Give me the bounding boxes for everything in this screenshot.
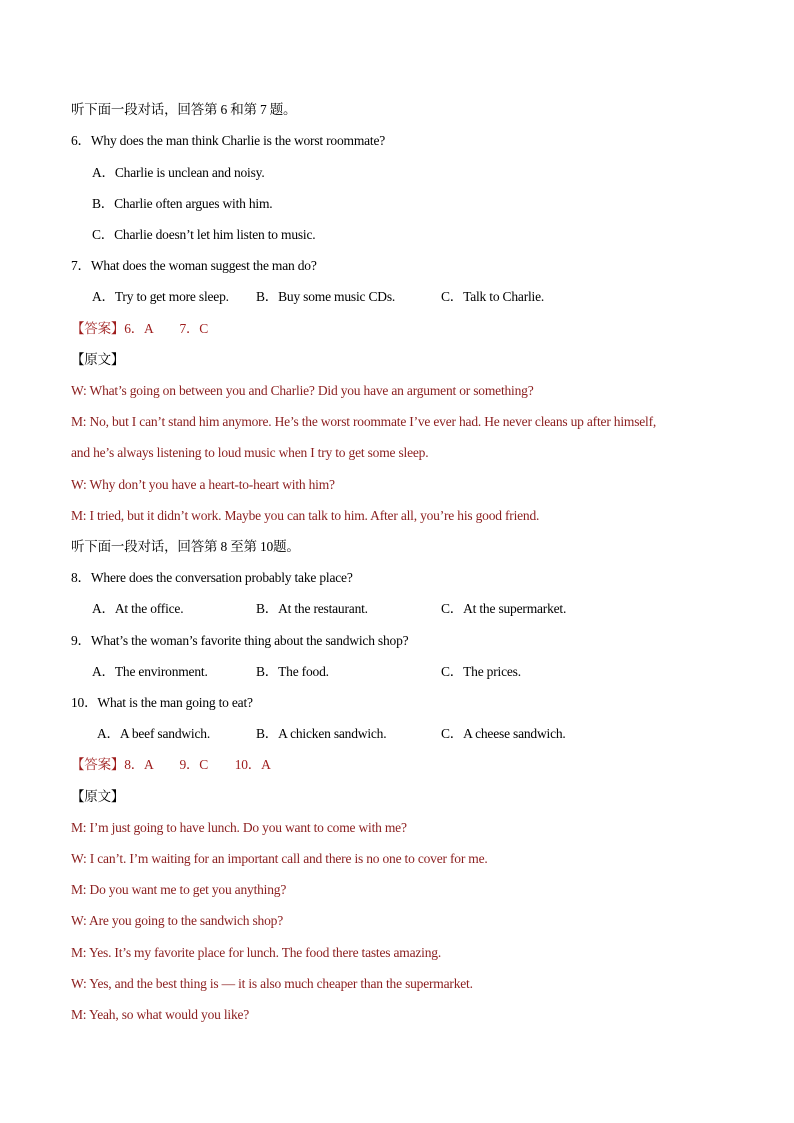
- question-7-option-c: C．Talk to Charlie.: [441, 289, 545, 304]
- section2-intro: 听下面一段对话，回答第 8 至第 10题。: [71, 539, 300, 554]
- question-7-stem: 7．What does the woman suggest the man do?: [71, 258, 317, 273]
- section1-intro: 听下面一段对话，回答第 6 和第 7 题。: [71, 102, 297, 117]
- question-8-option-b: B．At the restaurant.: [256, 601, 368, 616]
- question-8-option-a: A．At the office.: [92, 601, 184, 616]
- question-7-option-b: B．Buy some music CDs.: [256, 289, 396, 304]
- question-9-option-b: B．The food.: [256, 664, 329, 679]
- section2-transcript-line: M: Yes. It’s my favorite place for lunch. The food there tastes amazing.: [71, 945, 442, 960]
- section1-answer: 【答案】6．A 7．C: [71, 321, 209, 336]
- section2-transcript-line: M: Do you want me to get you anything?: [71, 882, 287, 897]
- section2-transcript-line: W: Are you going to the sandwich shop?: [71, 913, 283, 928]
- question-8-stem: 8．Where does the conversation probably take place?: [71, 570, 353, 585]
- question-9-option-a: A．The environment.: [92, 664, 208, 679]
- section2-transcript-label: 【原文】: [71, 789, 125, 804]
- question-7-option-a: A．Try to get more sleep.: [92, 289, 229, 304]
- section1-transcript-line: W: Why don’t you have a heart-to-heart with him?: [71, 477, 335, 492]
- section2-transcript-line: W: I can’t. I’m waiting for an important call and there is no one to cover for me.: [71, 851, 488, 866]
- question-8-option-c: C．At the supermarket.: [441, 601, 567, 616]
- section1-transcript-line: and he’s always listening to loud music when I try to get some sleep.: [71, 445, 429, 460]
- section2-transcript-line: M: Yeah, so what would you like?: [71, 1007, 250, 1022]
- question-6-option-a: A．Charlie is unclean and noisy.: [92, 165, 265, 180]
- question-9-option-c: C．The prices.: [441, 664, 521, 679]
- section2-answer: 【答案】8．A 9．C 10．A: [71, 757, 271, 772]
- question-6-stem: 6．Why does the man think Charlie is the worst roommate?: [71, 133, 386, 148]
- section1-transcript-line: M: No, but I can’t stand him anymore. He’s the worst roommate I’ve ever had. He never cleans up after himself,: [71, 414, 657, 429]
- question-9-stem: 9．What’s the woman’s favorite thing about the sandwich shop?: [71, 633, 409, 648]
- section1-transcript-label: 【原文】: [71, 352, 125, 367]
- section1-transcript-line: W: What’s going on between you and Charlie? Did you have an argument or something?: [71, 383, 534, 398]
- question-10-option-c: C．A cheese sandwich.: [441, 726, 566, 741]
- question-6-option-b: B．Charlie often argues with him.: [92, 196, 273, 211]
- section1-transcript-line: M: I tried, but it didn’t work. Maybe you can talk to him. After all, you’re his good friend.: [71, 508, 540, 523]
- section2-transcript-line: M: I’m just going to have lunch. Do you want to come with me?: [71, 820, 407, 835]
- question-6-option-c: C．Charlie doesn’t let him listen to music.: [92, 227, 316, 242]
- section2-transcript-line: W: Yes, and the best thing is — it is also much cheaper than the supermarket.: [71, 976, 473, 991]
- question-10-option-b: B．A chicken sandwich.: [256, 726, 387, 741]
- question-10-stem: 10．What is the man going to eat?: [71, 695, 253, 710]
- question-10-option-a: A．A beef sandwich.: [97, 726, 210, 741]
